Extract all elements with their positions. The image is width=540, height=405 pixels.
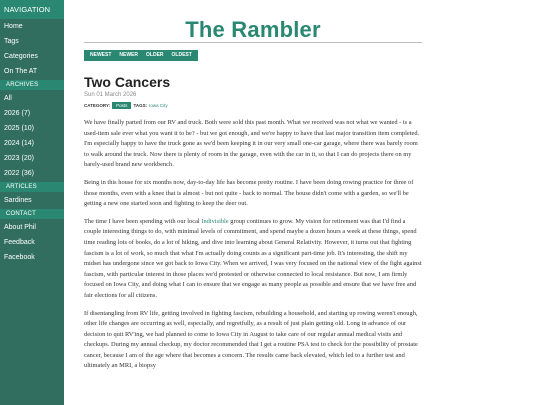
paragraph-text: The time I have been spending with our local: [84, 217, 202, 225]
sidebar-header-contact: CONTACT: [0, 209, 64, 219]
sidebar-item-archive-2026[interactable]: 2026 (7): [4, 110, 31, 117]
sidebar-item-sardines[interactable]: Sardines: [4, 197, 32, 204]
sidebar-item-archive-2022[interactable]: 2022 (36): [4, 170, 34, 177]
post-paragraph: Being in this house for six months now, day-to-day life has become pretty routine. I have been doing rowing practice for three of those months, even with a knee that is almost - but not quite - back to normal. The house didn't come with a garden, so we'll be getting a new one started soon and fighting to keep the deer out.: [84, 178, 414, 208]
site-title[interactable]: The Rambler: [185, 17, 321, 42]
post-body: [84, 118, 422, 372]
post-title: Two Cancers: [84, 74, 171, 90]
tag-link-iowa-city[interactable]: Iowa City: [149, 103, 168, 108]
category-chip[interactable]: Posts: [112, 102, 131, 109]
indivisible-link[interactable]: Indivisible: [201, 217, 229, 225]
sidebar-item-archive-2023[interactable]: 2023 (20): [4, 155, 34, 162]
newer-button[interactable]: NEWER: [119, 52, 139, 58]
title-divider: [84, 42, 422, 43]
post-paragraph: If disentangling from RV life, getting involved in fighting fascism, rebuilding a household, and starting up rowing weren't enough, other life changes are occurring as well, especially, and regretfully, as a result of just plain getting old. Long in advance of our decision to quit RV'ing, we had planned to come to Iowa City in August to take care of our regular annual medical visits and checkups. During my annual checkup, my doctor recommended that I get a routine PSA test to check for the possibility of prostate cancer, because I am of the age where that becomes a concern. The results came back elevated, which led to a further test and ultimately an MRI, a biopsy: [84, 309, 418, 370]
sidebar-item-about-phil[interactable]: About Phil: [4, 224, 36, 231]
sidebar-item-archive-all[interactable]: All: [4, 95, 12, 102]
tags-label: TAGS:: [133, 103, 148, 108]
sidebar-item-feedback[interactable]: Feedback: [4, 239, 35, 246]
post-date: Sun 01 March 2026: [84, 92, 137, 98]
oldest-button[interactable]: OLDEST: [171, 52, 192, 58]
sidebar-item-archive-2025[interactable]: 2025 (10): [4, 125, 34, 132]
sidebar-item-facebook[interactable]: Facebook: [4, 254, 35, 261]
main-content: [84, 0, 422, 379]
category-label: CATEGORY:: [84, 103, 111, 108]
post-paragraph: [84, 217, 422, 302]
post-meta: [84, 102, 422, 109]
newest-button[interactable]: NEWEST: [90, 52, 112, 58]
sidebar: [0, 0, 64, 405]
paragraph-text: group continues to grow. My vision for retirement was that I'd find a couple interesting things to do, with minimal levels of commitment, and spend maybe a dozen hours a week at these things, spend time reading lots of books, do a lot of hiking, and dive into learning about General Relativity. However, it turns out that fighting fascism is a lot of work, so much that what I'm actually doing counts as a significant part-time job. It's interesting, the shift my midset has undergone since we got back to Iowa City. When we arrived, I was very focused on the national view of the fight against fascism, with particular interest in those places we'd protested or otherwise connected to local resistance. But now, I am firmly focused on Iowa City, and doing what I can to ensure that we engage as many people as possible and ensure that we have free and fair elections for all citizens.: [84, 217, 422, 299]
sidebar-item-categories[interactable]: Categories: [4, 53, 38, 60]
sidebar-item-home[interactable]: Home: [4, 23, 23, 30]
post-pager: [84, 50, 198, 61]
older-button[interactable]: OLDER: [146, 52, 164, 58]
sidebar-item-tags[interactable]: Tags: [4, 38, 19, 45]
sidebar-item-archive-2024[interactable]: 2024 (14): [4, 140, 34, 147]
post-paragraph: We have finally parted from our RV and truck. Both were sold this past month. What we received was not what we wanted - is a used-item sale ever what you want it to be? - but we got enough, and we're happy to have that last major transition item completed. I'm especially happy to have the truck gone as we'd been keeping it in our very small one-car garage, where there was barely room to walk around the truck. Now there is plenty of room in the garage, even with the car in it, so that I can do projects there on my barely-used brand new workbench.: [84, 119, 420, 169]
sidebar-header-archives: ARCHIVES: [0, 80, 64, 90]
sidebar-item-on-the-at[interactable]: On The AT: [4, 68, 38, 75]
sidebar-header-navigation: NAVIGATION: [0, 0, 64, 19]
sidebar-header-articles: ARTICLES: [0, 182, 64, 192]
